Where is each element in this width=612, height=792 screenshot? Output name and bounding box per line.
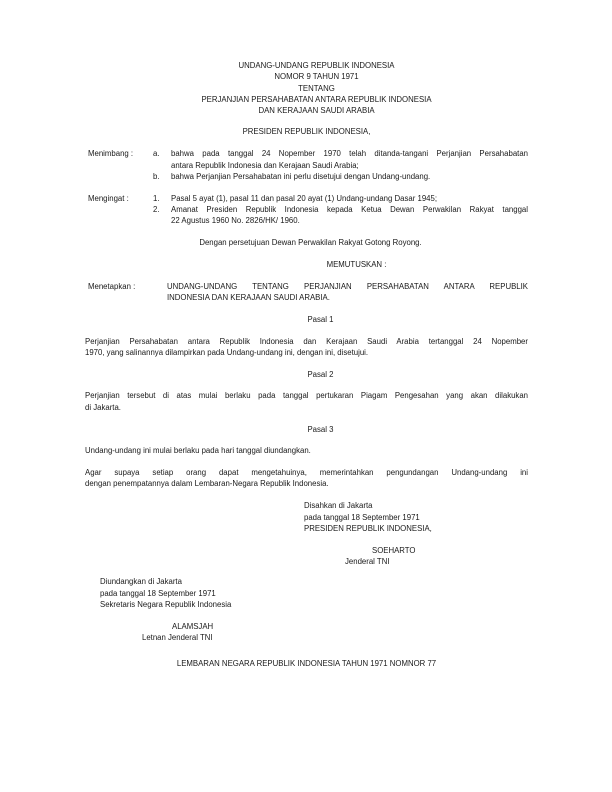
memutuskan-heading: MEMUTUSKAN : [326, 259, 387, 269]
menimbang-section [85, 148, 528, 182]
pasal-3-body: Undang-undang ini mulai berlaku pada hari tanggal diundangkan. [85, 446, 311, 456]
mengingat-label: Mengingat : [88, 193, 129, 203]
closing-paragraph: Agar supaya setiap orang dapat mengetahuinya, memerintahkan pengundangan Undang-undang ini dengan penempatannya dalam Lembaran-Negara Republik Indonesia. [85, 468, 528, 489]
signature-secretary-rank: Letnan Jenderal TNI [142, 632, 213, 642]
mengingat-item-1-marker: 1. [153, 193, 160, 203]
pasal-2-body: Perjanjian tersebut di atas mulai berlaku pada tanggal pertukaran Piagam Pengesahan yang akan dilakukan di Jakarta. [85, 391, 528, 412]
signature-president-date: pada tanggal 18 September 1971 [304, 512, 420, 522]
signature-secretary-date: pada tanggal 18 September 1971 [100, 588, 216, 598]
spacer [85, 204, 153, 227]
menetapkan-section [85, 281, 528, 304]
title-line-country: UNDANG-UNDANG REPUBLIK INDONESIA [238, 61, 395, 70]
menimbang-item-a-marker: a. [153, 149, 160, 159]
menimbang-label: Menimbang : [88, 149, 134, 159]
menimbang-item-b-text: bahwa Perjanjian Persahabatan ini perlu disetujui dengan Undang-undang. [171, 171, 431, 181]
title-line-subject-1: PERJANJIAN PERSAHABATAN ANTARA REPUBLIK INDONESIA [201, 94, 432, 104]
pasal-1-heading: Pasal 1 [307, 314, 334, 324]
title-line-subject-2: DAN KERAJAAN SAUDI ARABIA [258, 106, 375, 116]
signature-president-rank: Jenderal TNI [345, 556, 390, 566]
title-line-tentang: TENTANG [298, 83, 335, 93]
signature-president-place: Disahkan di Jakarta [304, 501, 373, 511]
lembaran-negara-footer: LEMBARAN NEGARA REPUBLIK INDONESIA TAHUN 1971 NOMNOR 77 [176, 659, 437, 669]
mengingat-item-1-text: Pasal 5 ayat (1), pasal 11 dan pasal 20 ayat (1) Undang-undang Dasar 1945; [171, 193, 437, 203]
title-line-number: NOMOR 9 TAHUN 1971 [274, 72, 359, 82]
signature-president-block [304, 500, 528, 567]
presiden-heading: PRESIDEN REPUBLIK INDONESIA, [242, 127, 371, 137]
pasal-2-heading: Pasal 2 [307, 369, 334, 379]
signature-president-office: PRESIDEN REPUBLIK INDONESIA, [304, 523, 432, 533]
menetapkan-text: UNDANG-UNDANG TENTANG PERJANJIAN PERSAHABATAN ANTARA REPUBLIK INDONESIA DAN KERAJAAN SAUDI ARABIA. [167, 281, 528, 302]
signature-president-name: SOEHARTO [372, 545, 416, 555]
pasal-3-heading: Pasal 3 [307, 424, 334, 434]
signature-secretary-office: Sekretaris Negara Republik Indonesia [100, 599, 232, 609]
mengingat-item-2-text: Amanat Presiden Republik Indonesia kepada Ketua Dewan Perwakilan Rakyat tanggal 22 Agustus 1960 No. 2826/HK/ 1960. [171, 204, 528, 226]
signature-secretary-block [100, 576, 528, 643]
menetapkan-label: Menetapkan : [88, 281, 136, 291]
mengingat-section [85, 193, 528, 227]
menimbang-item-b-marker: b. [153, 171, 160, 181]
document-title-block [95, 60, 538, 116]
menimbang-item-a-text: bahwa pada tanggal 24 Nopember 1970 telah ditanda-tangani Perjanjian Persahabatan antara Republik Indonesia dan Kerajaan Saudi Arabia; [171, 149, 528, 170]
signature-secretary-place: Diundangkan di Jakarta [100, 577, 182, 587]
signature-secretary-name: ALAMSJAH [172, 621, 214, 631]
pasal-1-body: Perjanjian Persahabatan antara Republik Indonesia dan Kerajaan Saudi Arabia tertanggal 24 Nopember 1970, yang salinannya dilampirkan pada Undang-undang ini, dengan ini, disetujui. [85, 336, 528, 357]
persetujuan-line: Dengan persetujuan Dewan Perwakilan Rakyat Gotong Royong. [199, 238, 422, 248]
mengingat-item-2-marker: 2. [153, 204, 160, 214]
spacer [85, 171, 153, 182]
